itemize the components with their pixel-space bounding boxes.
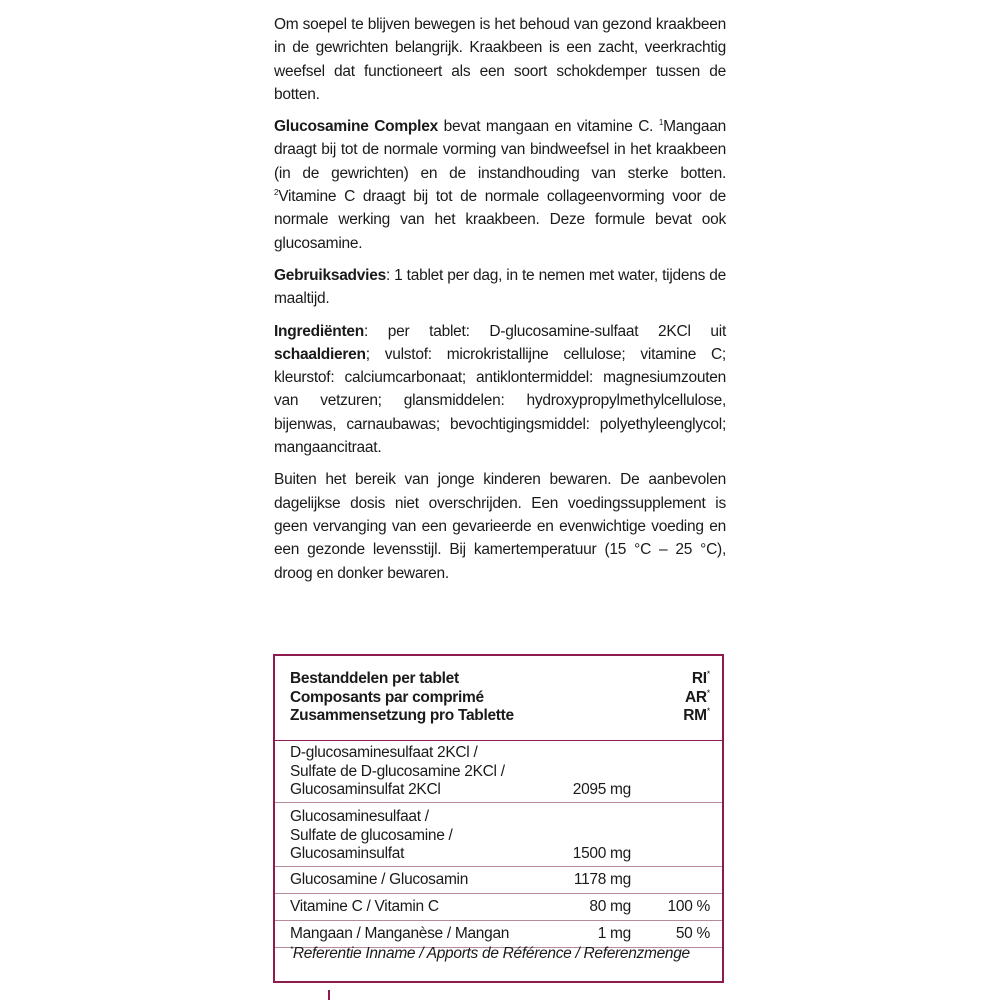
intro-paragraph: Om soepel te blijven bewegen is het behoud van gezond kraakbeen in de gewrichten belangrijk. Kraakbeen is een zacht, veerkrachtig weefsel dat functioneert als een soort schokdemper tussen de botten. [274, 16, 726, 103]
table-row [275, 867, 722, 893]
table-row [275, 921, 722, 947]
header-units [683, 670, 710, 726]
row-amount: 2095 mg [572, 781, 631, 798]
product-text-c: Vitamine C draagt bij tot de normale collageenvorming voor de normale werking van het kraakbeen. Deze formule bevat ook glucosamine. [274, 188, 726, 252]
product-text-b: Mangaan draagt bij tot de normale vorming van bindweefsel in het kraakbeen (in de gewrichten) en de instandhouding van sterke botten. [274, 118, 726, 182]
table-header [275, 656, 722, 740]
unit-ar: AR* [685, 687, 710, 706]
row-amount: 80 mg [589, 898, 631, 915]
row-name: Glucosaminesulfaat / Sulfate de glucosamine / Glucosaminsulfat [290, 808, 453, 862]
header-label-de: Zusammensetzung pro Tablette [290, 707, 514, 724]
usage-paragraph [274, 264, 726, 311]
footnote-ref-1: 1 [658, 118, 664, 128]
ingredients-paragraph [274, 320, 726, 460]
table-row [275, 741, 722, 802]
usage-label: Gebruiksadvies [274, 266, 386, 284]
row-name: Glucosamine / Glucosamin [290, 871, 469, 888]
row-amount: 1 mg [597, 925, 631, 942]
footnote-text: Referentie Inname / Apports de Référence / Referenzmenge [292, 945, 690, 962]
unit-rm: RM* [683, 706, 710, 724]
ingredients-text-b: ; vulstof: microkristallijne cellulose; vitamine C; kleurstof: calciumcarbonaat; antiklontermiddel: magnesiumzouten van vetzuren; glansmiddelen: hydroxypropylmethylcellulose, bijenwas, carnaubawas; bevochtigingsmiddel: polyethyleenglycol; mangaancitraat. [274, 345, 726, 457]
ingredients-label: Ingrediënten [274, 322, 365, 340]
unit-ri: RI* [691, 669, 710, 687]
row-name: D-glucosaminesulfaat 2KCl / Sulfate de D-glucosamine 2KCl / Glucosaminsulfat 2KCl [290, 744, 505, 798]
leaflet-text-column [274, 13, 726, 594]
row-amount: 1178 mg [573, 871, 631, 888]
row-ri: 100 % [667, 898, 710, 915]
product-name: Glucosamine Complex [274, 118, 438, 136]
row-name: Vitamine C / Vitamin C [290, 898, 439, 915]
footnote-mark: * [290, 945, 293, 954]
row-amount: 1500 mg [572, 845, 631, 862]
allergen-text: schaaldieren [274, 345, 366, 363]
row-ri: 50 % [675, 925, 710, 942]
ingredients-text-a: : per tablet: D-glucosamine-sulfaat 2KCl uit [364, 322, 726, 340]
usage-text: : 1 tablet per dag, in te nemen met water, tijdens de maaltijd. [274, 266, 726, 308]
table-footnote [290, 945, 690, 963]
row-name: Mangaan / Manganèse / Mangan [290, 925, 510, 942]
warning-paragraph: Buiten het bereik van jonge kinderen bewaren. De aanbevolen dagelijkse dosis niet overschrijden. Een voedingssupplement is geen vervanging van een gevarieerde en evenwichtige voeding en een gezonde levensstijl. Bij kamertemperatuur (15 °C – 25 °C), droog en donker bewaren. [274, 471, 726, 582]
header-label-nl: Bestanddelen per tablet [290, 670, 459, 687]
table-row [275, 894, 722, 920]
product-text-a: bevat mangaan en vitamine C. [437, 118, 659, 136]
crop-mark [328, 990, 330, 1000]
footnote-ref-2: 2 [274, 188, 279, 198]
nutrition-table [273, 654, 724, 983]
table-row [275, 803, 722, 866]
header-labels [290, 670, 514, 726]
product-paragraph [274, 115, 726, 255]
header-label-fr: Composants par comprimé [290, 688, 484, 706]
